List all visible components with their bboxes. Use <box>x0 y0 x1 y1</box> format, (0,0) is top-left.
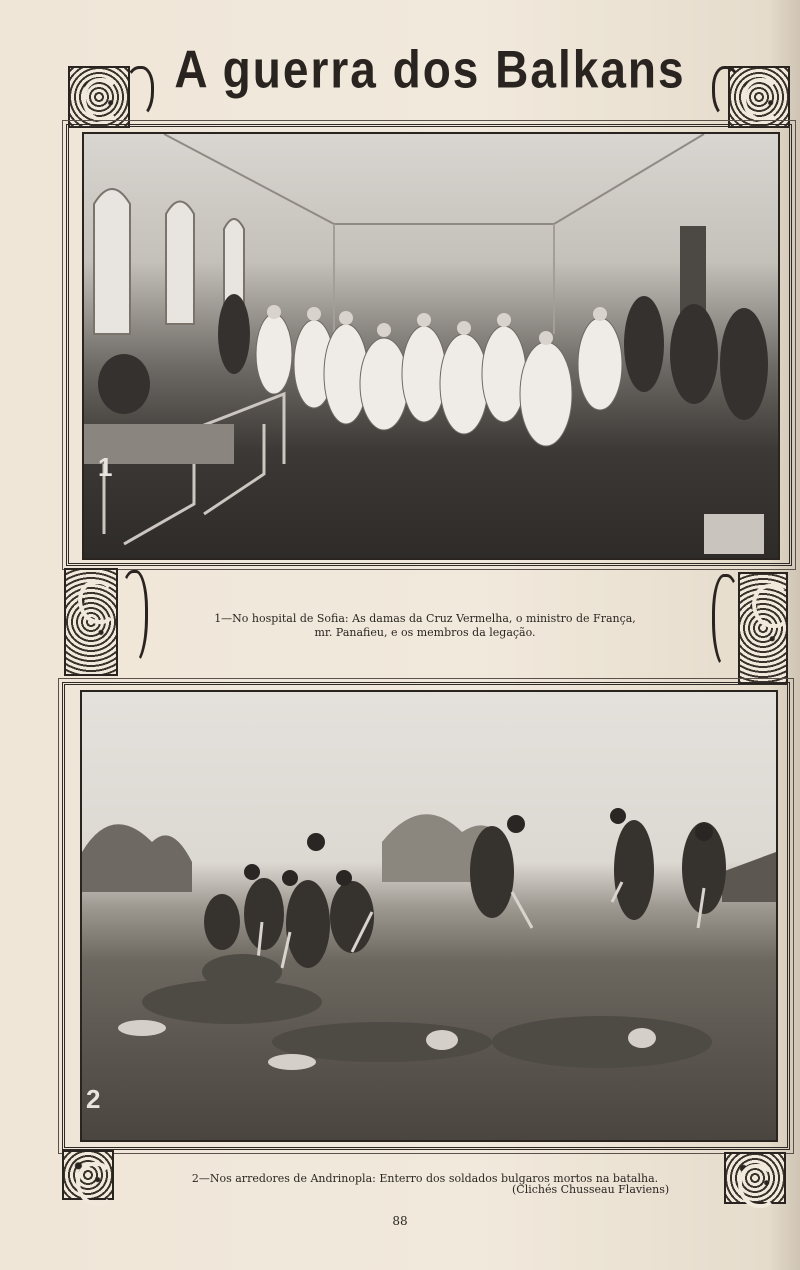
caption-line: 1—No hospital de Sofia: As damas da Cruz Vermelha, o ministro de França, <box>214 612 636 625</box>
photo-caption-2: 2—Nos arredores de Andrinopla: Enterro dos soldados bulgaros mortos na batalha. <box>191 1172 659 1185</box>
corner-ornament-top-left <box>68 66 130 128</box>
page-number: 88 <box>392 1214 408 1228</box>
burial-scene-illustration <box>82 692 776 1140</box>
photo-number-2: 2 <box>86 1084 101 1114</box>
side-ornament-right <box>738 572 788 684</box>
corner-ornament-bottom-right <box>724 1152 786 1204</box>
hospital-photo <box>82 132 780 560</box>
page-title: A guerra dos Balkans <box>174 39 686 99</box>
photo-credit: (Clichés Chusseau Flaviens) <box>512 1183 670 1196</box>
vine-ornament-icon <box>712 66 742 118</box>
corner-ornament-bottom-left <box>62 1150 114 1200</box>
hospital-scene-illustration <box>84 134 778 558</box>
caption-line: mr. Panafieu, e os membros da legação. <box>314 626 536 639</box>
photo-caption-1 <box>170 612 680 640</box>
side-ornament-left <box>64 568 118 676</box>
burial-photo <box>80 690 778 1142</box>
vine-ornament-icon <box>118 570 148 666</box>
photo-number-1: 1 <box>98 452 113 482</box>
